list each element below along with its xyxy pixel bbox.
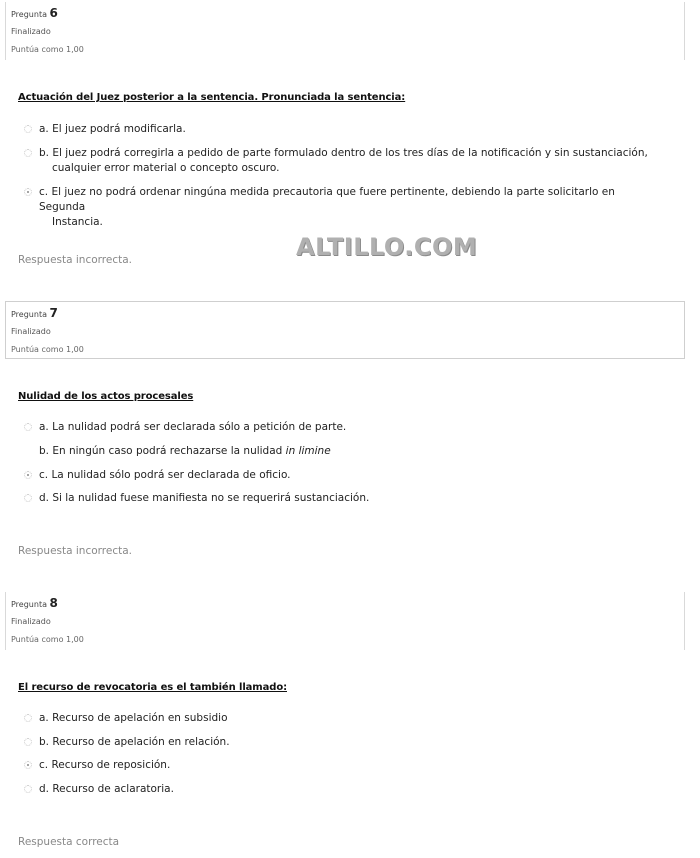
radio-unselected-icon[interactable] (24, 785, 32, 793)
feedback-text: Respuesta incorrecta. (18, 254, 133, 266)
radio-unselected-icon[interactable] (24, 714, 32, 722)
question-grade: Puntúa como 1,00 (11, 345, 84, 354)
answer-option-c[interactable]: c. El juez no podrá ordenar ningúna medida precautoria que fuere pertinente, debiendo la parte solicitarlo en Segunda Instancia. (24, 185, 654, 230)
question-number-label: Pregunta 8 (11, 596, 58, 610)
radio-unselected-icon[interactable] (24, 738, 32, 746)
watermark: ALTILLO.COM (296, 233, 478, 261)
answer-option-d[interactable]: d. Recurso de aclaratoria. (24, 782, 654, 797)
radio-unselected-icon[interactable] (24, 125, 32, 133)
answer-option-a[interactable]: a. Recurso de apelación en subsidio (24, 711, 654, 726)
answer-option-b[interactable]: b. Recurso de apelación en relación. (24, 735, 654, 750)
question-info-6 (5, 2, 685, 60)
question-info-8 (5, 592, 685, 650)
question-grade: Puntúa como 1,00 (11, 45, 84, 54)
answer-option-b[interactable]: b. El juez podrá corregirla a pedido de parte formulado dentro de los tres días de la notificación y sin sustanciación, cualquier error material o concepto oscuro. (24, 146, 654, 176)
question-state: Finalizado (11, 327, 51, 336)
feedback-text: Respuesta correcta (18, 836, 120, 848)
radio-selected-icon[interactable] (24, 471, 32, 479)
question-state: Finalizado (11, 617, 51, 626)
answer-option-a[interactable]: a. La nulidad podrá ser declarada sólo a petición de parte. (24, 420, 654, 435)
question-text: Actuación del Juez posterior a la sentencia. Pronunciada la sentencia: (18, 92, 406, 103)
answer-option-b[interactable]: b. En ningún caso podrá rechazarse la nulidad in limine (39, 445, 331, 457)
question-number-label: Pregunta 6 (11, 6, 58, 20)
question-number-label: Pregunta 7 (11, 306, 58, 320)
answer-option-d[interactable]: d. Si la nulidad fuese manifiesta no se requerirá sustanciación. (24, 491, 654, 506)
question-info-7 (5, 301, 685, 359)
question-text: El recurso de revocatoria es el también llamado: (18, 682, 287, 693)
radio-unselected-icon[interactable] (24, 423, 32, 431)
question-text: Nulidad de los actos procesales (18, 391, 194, 402)
radio-unselected-icon[interactable] (24, 149, 32, 157)
answer-option-a[interactable]: a. El juez podrá modificarla. (24, 122, 654, 137)
feedback-text: Respuesta incorrecta. (18, 545, 133, 557)
answer-option-c[interactable]: c. Recurso de reposición. (24, 758, 654, 773)
answer-option-c[interactable]: c. La nulidad sólo podrá ser declarada de oficio. (24, 468, 654, 483)
radio-unselected-icon[interactable] (24, 494, 32, 502)
question-grade: Puntúa como 1,00 (11, 635, 84, 644)
question-state: Finalizado (11, 27, 51, 36)
radio-selected-icon[interactable] (24, 761, 32, 769)
radio-selected-icon[interactable] (24, 188, 32, 196)
